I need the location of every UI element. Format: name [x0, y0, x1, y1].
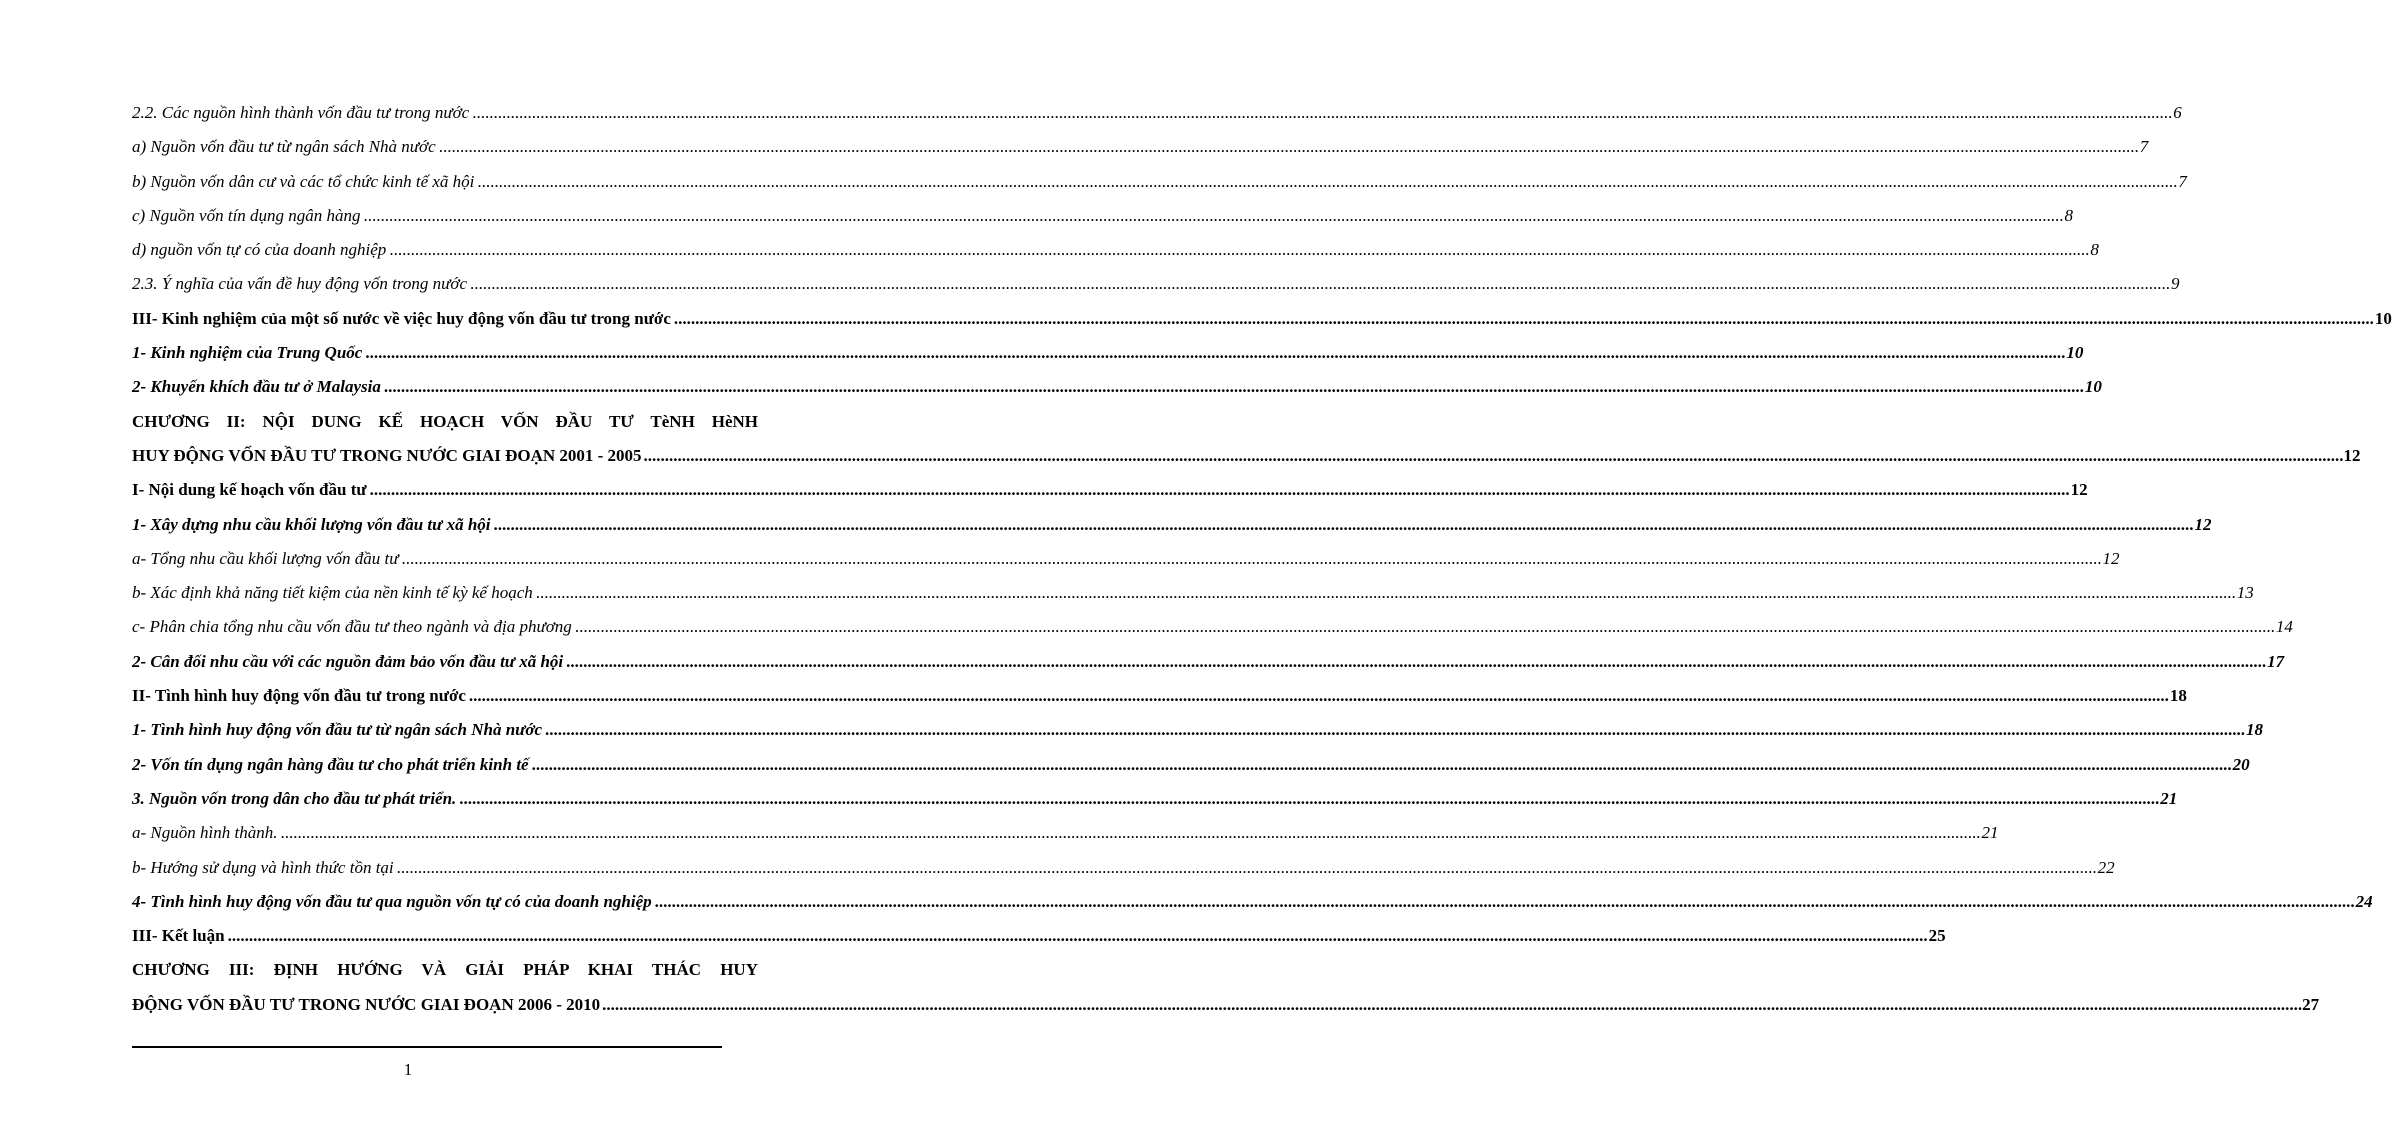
toc-entry-label: c) Nguồn vốn tín dụng ngân hàng [132, 205, 361, 225]
toc-entry [132, 610, 2293, 644]
toc-entry-label: b) Nguồn vốn dân cư và các tổ chức kinh tế xã hội [132, 171, 475, 191]
toc-entry-page: 7 [2178, 171, 2187, 191]
toc-entry [132, 370, 2102, 404]
toc-entry-page: 8 [2064, 205, 2074, 225]
toc-entry-label: 2.3. Ý nghĩa của vấn đề huy động vốn trong nước [132, 274, 468, 294]
toc-leader-dots: ................................................................................................................................................................................................................................................................................................................................................................................................................ [493, 514, 2194, 534]
toc-entry-label: III- Kết luận [132, 926, 225, 946]
toc-leader-dots: ................................................................................................................................................................................................................................................................................................................................................................................................................ [545, 720, 2246, 740]
toc-entry-page: 6 [2173, 103, 2182, 122]
toc-entry-page: 10 [2066, 343, 2084, 363]
toc-entry [132, 199, 2074, 233]
toc-leader-dots: ................................................................................................................................................................................................................................................................................................................................................................................................................ [468, 686, 2169, 706]
toc-leader-dots: ................................................................................................................................................................................................................................................................................................................................................................................................................ [566, 651, 2267, 671]
toc-entry-label: 2- Cân đối nhu cầu với các nguồn đảm bảo vốn đầu tư xã hội [132, 651, 564, 671]
toc-entry-label: III- Kinh nghiệm của một số nước về việc huy động vốn đầu tư trong nước [132, 308, 671, 328]
toc-leader-dots: ................................................................................................................................................................................................................................................................................................................................................................................................................ [280, 823, 1981, 843]
toc-entry-page: 18 [2169, 686, 2187, 706]
toc-leader-dots: ................................................................................................................................................................................................................................................................................................................................................................................................................ [472, 103, 2173, 122]
toc-entry-page: 27 [2302, 994, 2320, 1014]
toc-entry [132, 576, 2254, 610]
toc-entry-page: 8 [2090, 240, 2099, 260]
toc-leader-dots: ................................................................................................................................................................................................................................................................................................................................................................................................................ [369, 480, 2070, 500]
toc-entry [132, 96, 2182, 130]
toc-entry-page: 20 [2232, 754, 2250, 774]
toc-entry-page: 12 [2343, 445, 2361, 465]
toc-entry-page: 21 [2160, 788, 2178, 808]
chapter-title-line1: CHƯƠNG III: ĐỊNH HƯỚNG VÀ GIẢI PHÁP KHAI THÁC HUY [132, 960, 758, 980]
toc-leader-dots: ................................................................................................................................................................................................................................................................................................................................................................................................................ [227, 926, 1928, 946]
toc-leader-dots: ................................................................................................................................................................................................................................................................................................................................................................................................................ [459, 788, 2160, 808]
toc-leader-dots: ................................................................................................................................................................................................................................................................................................................................................................................................................ [396, 857, 2097, 877]
footer-rule [132, 1046, 722, 1048]
toc-entry-label: 4- Tình hình huy động vốn đầu tư qua nguồn vốn tự có của doanh nghiệp [132, 891, 652, 911]
toc-entry [132, 233, 2099, 267]
toc-entry-page: 22 [2097, 857, 2115, 877]
page-number: 1 [403, 1060, 413, 1079]
chapter-title-line2-row [132, 988, 2320, 1022]
toc-entry [132, 336, 2084, 370]
toc-leader-dots: ................................................................................................................................................................................................................................................................................................................................................................................................................ [673, 308, 2374, 328]
toc-entry-label: a) Nguồn vốn đầu tư từ ngân sách Nhà nước [132, 137, 436, 157]
toc-entry-label: 1- Xây dựng nhu cầu khối lượng vốn đầu tư xã hội [132, 514, 491, 534]
toc-entry-page: 14 [2275, 617, 2293, 637]
toc-leader-dots: ................................................................................................................................................................................................................................................................................................................................................................................................................ [574, 617, 2275, 637]
toc-entry-page: 9 [2171, 274, 2180, 294]
toc-entry-page: 10 [2374, 308, 2392, 328]
toc-leader-dots: ................................................................................................................................................................................................................................................................................................................................................................................................................ [401, 548, 2102, 568]
toc-entry-label: a- Tổng nhu cầu khối lượng vốn đầu tư [132, 548, 399, 568]
toc-entry-page: 17 [2267, 651, 2285, 671]
toc-entry [132, 713, 2264, 747]
toc-entry-page: 10 [2084, 377, 2102, 397]
toc-leader-dots: ................................................................................................................................................................................................................................................................................................................................................................................................................ [383, 377, 2084, 397]
toc-entry [132, 508, 2212, 542]
toc-entry-label: 2- Vốn tín dụng ngân hàng đầu tư cho phát triển kinh tế [132, 754, 529, 774]
chapter-title-line2: HUY ĐỘNG VỐN ĐẦU TƯ TRONG NƯỚC GIAI ĐOẠN 2001 - 2005 [132, 445, 642, 465]
toc-entry [132, 782, 2178, 816]
chapter-title-line1: CHƯƠNG II: NỘI DUNG KẾ HOẠCH VỐN ĐẦU TƯ TèNH HèNH [132, 411, 758, 431]
toc-entry [132, 919, 1946, 953]
toc-leader-dots: ................................................................................................................................................................................................................................................................................................................................................................................................................ [531, 754, 2232, 774]
toc-entry-label: c- Phân chia tổng nhu cầu vốn đầu tư theo ngành và địa phương [132, 617, 572, 637]
toc-entry-page: 21 [1981, 823, 1999, 843]
toc-entry [132, 645, 2285, 679]
toc-entry-label: 1- Kinh nghiệm của Trung Quốc [132, 343, 363, 363]
toc-entry-label: d) nguồn vốn tự có của doanh nghiệp [132, 240, 387, 260]
toc-leader-dots: ................................................................................................................................................................................................................................................................................................................................................................................................................ [365, 343, 2066, 363]
toc-entry [132, 816, 1999, 850]
toc-leader-dots: ................................................................................................................................................................................................................................................................................................................................................................................................................ [654, 891, 2355, 911]
toc-leader-dots: ................................................................................................................................................................................................................................................................................................................................................................................................................ [643, 445, 2344, 465]
toc-entry-label: 2- Khuyến khích đầu tư ở Malaysia [132, 377, 381, 397]
toc-entry-label: b- Hướng sử dụng và hình thức tồn tại [132, 857, 394, 877]
toc-entry-label: 3. Nguồn vốn trong dân cho đầu tư phát triển. [132, 788, 457, 808]
toc-leader-dots: ................................................................................................................................................................................................................................................................................................................................................................................................................ [389, 240, 2090, 260]
toc-leader-dots: ................................................................................................................................................................................................................................................................................................................................................................................................................ [363, 205, 2064, 225]
toc-entry [132, 542, 2120, 576]
toc-leader-dots: ................................................................................................................................................................................................................................................................................................................................................................................................................ [438, 137, 2139, 157]
toc-entry-page: 25 [1928, 926, 1946, 946]
toc-entry-page: 12 [2194, 514, 2212, 534]
toc-leader-dots: ................................................................................................................................................................................................................................................................................................................................................................................................................ [477, 171, 2178, 191]
toc-entry-label: II- Tình hình huy động vốn đầu tư trong nước [132, 686, 466, 706]
toc-entry [132, 130, 2149, 164]
toc-entry-page: 12 [2102, 548, 2120, 568]
toc-leader-dots: ................................................................................................................................................................................................................................................................................................................................................................................................................ [535, 583, 2236, 603]
toc-entry [132, 302, 2392, 336]
toc-leader-dots: ................................................................................................................................................................................................................................................................................................................................................................................................................ [470, 274, 2171, 294]
toc-entry-page: 18 [2246, 720, 2264, 740]
toc-entry-page: 13 [2236, 583, 2254, 603]
toc-entry [132, 851, 2115, 885]
toc-entry [132, 165, 2187, 199]
toc-entry-label: b- Xác định khả năng tiết kiệm của nền kinh tế kỳ kế hoạch [132, 583, 533, 603]
chapter-title-line2-row [132, 439, 2361, 473]
toc-entry [132, 679, 2187, 713]
toc-leader-dots: ................................................................................................................................................................................................................................................................................................................................................................................................................ [602, 994, 2303, 1014]
toc-chapter-heading [132, 405, 2361, 474]
toc-chapter-heading [132, 953, 2320, 1022]
toc-entry-label: 2.2. Các nguồn hình thành vốn đầu tư trong nước [132, 103, 470, 122]
toc-entry [132, 885, 2373, 919]
toc-entry-page: 24 [2355, 891, 2373, 911]
toc-entry [132, 473, 2088, 507]
table-of-contents [132, 96, 2392, 1022]
toc-entry [132, 267, 2180, 301]
toc-entry-label: 1- Tình hình huy động vốn đầu tư từ ngân sách Nhà nước [132, 720, 543, 740]
chapter-title-line2: ĐỘNG VỐN ĐẦU TƯ TRONG NƯỚC GIAI ĐOẠN 2006 - 2010 [132, 994, 601, 1014]
toc-entry-page: 12 [2070, 480, 2088, 500]
toc-entry-page: 7 [2139, 137, 2149, 157]
toc-entry-label: I- Nội dung kế hoạch vốn đầu tư [132, 480, 367, 500]
toc-entry [132, 748, 2250, 782]
toc-entry-label: a- Nguồn hình thành. [132, 823, 278, 843]
